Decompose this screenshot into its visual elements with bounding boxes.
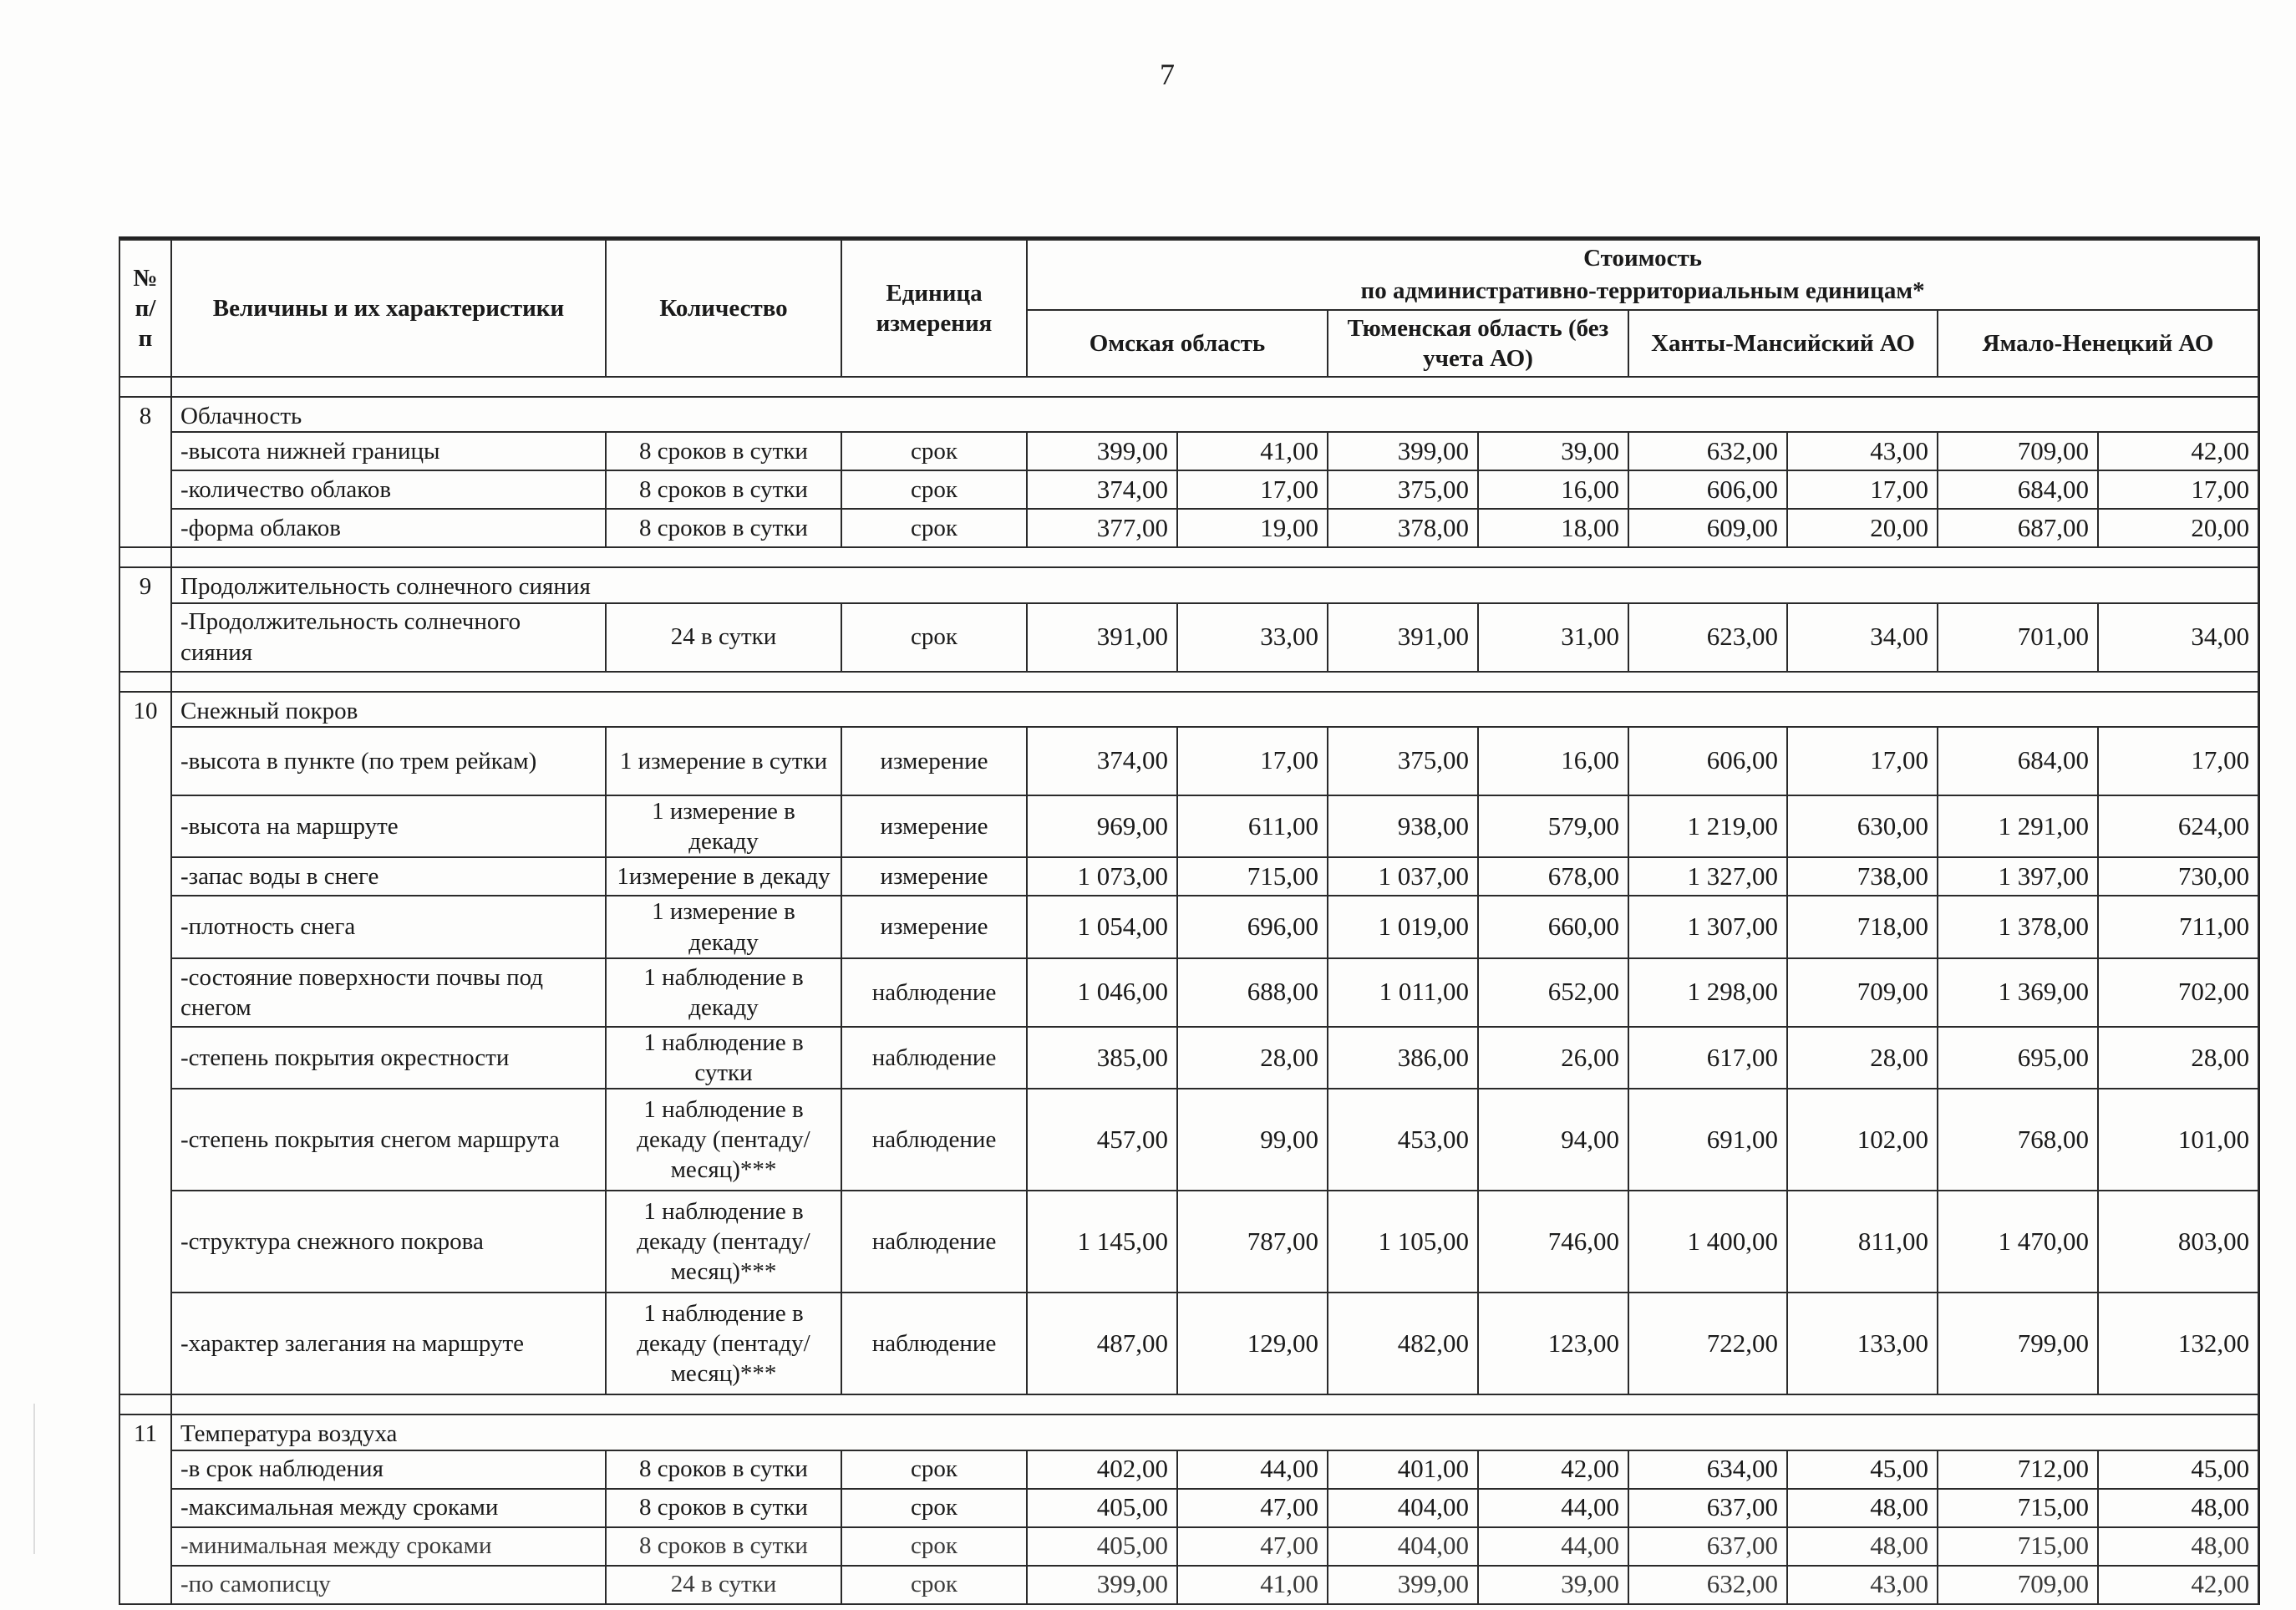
table-row — [119, 1527, 2258, 1566]
row-value: 48,00 — [2098, 1489, 2258, 1527]
row-value: 684,00 — [1938, 470, 2098, 509]
header-cost-subtitle: по административно-территориальным единицам* — [1360, 277, 1925, 304]
spacer-row — [119, 672, 2258, 692]
row-name: -в срок наблюдения — [171, 1450, 606, 1489]
row-value: 1 400,00 — [1628, 1191, 1787, 1293]
section-number: 8 — [119, 397, 171, 547]
spacer-row — [119, 1394, 2258, 1414]
row-value: 634,00 — [1628, 1450, 1787, 1489]
row-value: 1 046,00 — [1027, 958, 1177, 1027]
row-value: 938,00 — [1328, 795, 1478, 858]
row-value: 787,00 — [1177, 1191, 1328, 1293]
row-name: -состояние поверхности почвы под снегом — [171, 958, 606, 1027]
row-value: 391,00 — [1328, 603, 1478, 672]
header-unit: Единица измерения — [841, 240, 1027, 377]
row-value: 632,00 — [1628, 432, 1787, 470]
row-value: 1 298,00 — [1628, 958, 1787, 1027]
row-value: 709,00 — [1938, 1566, 2098, 1604]
row-value: 28,00 — [1177, 1027, 1328, 1089]
row-value: 688,00 — [1177, 958, 1328, 1027]
row-value: 660,00 — [1478, 896, 1628, 958]
row-value: 969,00 — [1027, 795, 1177, 858]
row-value: 48,00 — [1787, 1489, 1938, 1527]
table-row — [119, 1027, 2258, 1089]
row-value: 385,00 — [1027, 1027, 1177, 1089]
row-value: 386,00 — [1328, 1027, 1478, 1089]
row-name: -форма облаков — [171, 509, 606, 547]
row-value: 42,00 — [1478, 1450, 1628, 1489]
row-value: 718,00 — [1787, 896, 1938, 958]
row-quantity: 1 наблюдение в декаду (пентаду/месяц)*** — [606, 1191, 841, 1293]
row-value: 375,00 — [1328, 727, 1478, 795]
row-name: -высота нижней границы — [171, 432, 606, 470]
row-unit: измерение — [841, 795, 1027, 858]
row-value: 378,00 — [1328, 509, 1478, 547]
row-value: 47,00 — [1177, 1527, 1328, 1566]
row-value: 1 307,00 — [1628, 896, 1787, 958]
row-value: 803,00 — [2098, 1191, 2258, 1293]
row-value: 624,00 — [2098, 795, 2258, 858]
spacer-cell — [119, 547, 171, 567]
row-value: 39,00 — [1478, 1566, 1628, 1604]
row-value: 123,00 — [1478, 1293, 1628, 1394]
row-value: 730,00 — [2098, 857, 2258, 896]
row-unit: измерение — [841, 727, 1027, 795]
header-cost — [1027, 240, 2258, 310]
row-value: 45,00 — [1787, 1450, 1938, 1489]
row-value: 404,00 — [1328, 1489, 1478, 1527]
spacer-cell — [171, 672, 2258, 692]
row-value: 133,00 — [1787, 1293, 1938, 1394]
page-number: 7 — [1160, 58, 1175, 91]
row-quantity: 1 наблюдение в декаду (пентаду/месяц)*** — [606, 1089, 841, 1191]
row-value: 17,00 — [2098, 727, 2258, 795]
row-name: -по самописцу — [171, 1566, 606, 1604]
row-value: 711,00 — [2098, 896, 2258, 958]
row-value: 702,00 — [2098, 958, 2258, 1027]
row-value: 811,00 — [1787, 1191, 1938, 1293]
spacer-row — [119, 377, 2258, 397]
row-value: 16,00 — [1478, 727, 1628, 795]
row-value: 44,00 — [1478, 1527, 1628, 1566]
row-value: 453,00 — [1328, 1089, 1478, 1191]
row-value: 132,00 — [2098, 1293, 2258, 1394]
row-value: 44,00 — [1478, 1489, 1628, 1527]
row-value: 399,00 — [1328, 432, 1478, 470]
row-unit: измерение — [841, 896, 1027, 958]
row-value: 399,00 — [1328, 1566, 1478, 1604]
row-value: 617,00 — [1628, 1027, 1787, 1089]
row-value: 482,00 — [1328, 1293, 1478, 1394]
row-value: 691,00 — [1628, 1089, 1787, 1191]
row-value: 1 037,00 — [1328, 857, 1478, 896]
table-row — [119, 509, 2258, 547]
row-name: -высота в пункте (по трем рейкам) — [171, 727, 606, 795]
table-body — [119, 377, 2258, 1604]
table-row — [119, 1450, 2258, 1489]
row-value: 1 019,00 — [1328, 896, 1478, 958]
row-name: -степень покрытия снегом маршрута — [171, 1089, 606, 1191]
section-title: Снежный покров — [171, 692, 2258, 727]
row-value: 715,00 — [1938, 1527, 2098, 1566]
row-name: -высота на маршруте — [171, 795, 606, 858]
row-value: 1 470,00 — [1938, 1191, 2098, 1293]
row-value: 47,00 — [1177, 1489, 1328, 1527]
row-unit: наблюдение — [841, 1293, 1027, 1394]
row-unit: наблюдение — [841, 1089, 1027, 1191]
row-unit: срок — [841, 1489, 1027, 1527]
row-value: 33,00 — [1177, 603, 1328, 672]
row-unit: срок — [841, 603, 1027, 672]
row-value: 715,00 — [1177, 857, 1328, 896]
row-value: 1 378,00 — [1938, 896, 2098, 958]
header-name: Величины и их характеристики — [171, 240, 606, 377]
table-row — [119, 1293, 2258, 1394]
spacer-cell — [119, 672, 171, 692]
row-unit: наблюдение — [841, 1027, 1027, 1089]
row-value: 1 054,00 — [1027, 896, 1177, 958]
spacer-cell — [119, 1394, 171, 1414]
row-name: -степень покрытия окрестности — [171, 1027, 606, 1089]
row-value: 1 073,00 — [1027, 857, 1177, 896]
row-unit: измерение — [841, 857, 1027, 896]
row-value: 101,00 — [2098, 1089, 2258, 1191]
row-value: 18,00 — [1478, 509, 1628, 547]
header-region-tyumen: Тюменская область (без учета АО) — [1328, 310, 1628, 377]
row-value: 712,00 — [1938, 1450, 2098, 1489]
row-unit: срок — [841, 1527, 1027, 1566]
section-number: 10 — [119, 692, 171, 1395]
row-value: 405,00 — [1027, 1489, 1177, 1527]
header-region-yanao: Ямало-Ненецкий АО — [1938, 310, 2258, 377]
row-value: 630,00 — [1787, 795, 1938, 858]
row-quantity: 1 наблюдение в сутки — [606, 1027, 841, 1089]
row-quantity: 8 сроков в сутки — [606, 1450, 841, 1489]
row-value: 48,00 — [1787, 1527, 1938, 1566]
row-name: -максимальная между сроками — [171, 1489, 606, 1527]
row-value: 19,00 — [1177, 509, 1328, 547]
row-value: 487,00 — [1027, 1293, 1177, 1394]
table-row — [119, 1566, 2258, 1604]
table-row — [119, 795, 2258, 858]
header-region-khmao: Ханты-Мансийский АО — [1628, 310, 1938, 377]
section-title: Продолжительность солнечного сияния — [171, 567, 2258, 602]
row-value: 17,00 — [2098, 470, 2258, 509]
row-quantity: 1 наблюдение в декаду (пентаду/месяц)*** — [606, 1293, 841, 1394]
row-value: 16,00 — [1478, 470, 1628, 509]
row-name: -Продолжительность солнечного сияния — [171, 603, 606, 672]
row-name: -количество облаков — [171, 470, 606, 509]
row-value: 41,00 — [1177, 1566, 1328, 1604]
row-unit: срок — [841, 509, 1027, 547]
row-value: 399,00 — [1027, 1566, 1177, 1604]
row-name: -плотность снега — [171, 896, 606, 958]
row-quantity: 24 в сутки — [606, 603, 841, 672]
row-quantity: 1 наблюдение в декаду — [606, 958, 841, 1027]
table-row — [119, 727, 2258, 795]
cost-table-wrapper — [119, 236, 2260, 1605]
row-value: 1 369,00 — [1938, 958, 2098, 1027]
row-value: 391,00 — [1027, 603, 1177, 672]
spacer-cell — [171, 1394, 2258, 1414]
table-row — [119, 432, 2258, 470]
row-value: 401,00 — [1328, 1450, 1478, 1489]
spacer-row — [119, 547, 2258, 567]
row-value: 611,00 — [1177, 795, 1328, 858]
table-row — [119, 603, 2258, 672]
row-value: 45,00 — [2098, 1450, 2258, 1489]
row-value: 606,00 — [1628, 470, 1787, 509]
row-quantity: 8 сроков в сутки — [606, 432, 841, 470]
row-value: 17,00 — [1177, 470, 1328, 509]
table-row — [119, 958, 2258, 1027]
row-value: 709,00 — [1787, 958, 1938, 1027]
row-value: 404,00 — [1328, 1527, 1478, 1566]
row-value: 684,00 — [1938, 727, 2098, 795]
row-value: 42,00 — [2098, 1566, 2258, 1604]
row-value: 1 011,00 — [1328, 958, 1478, 1027]
row-value: 20,00 — [1787, 509, 1938, 547]
row-value: 579,00 — [1478, 795, 1628, 858]
row-value: 1 219,00 — [1628, 795, 1787, 858]
row-value: 696,00 — [1177, 896, 1328, 958]
section-number: 11 — [119, 1414, 171, 1603]
row-value: 129,00 — [1177, 1293, 1328, 1394]
row-quantity: 24 в сутки — [606, 1566, 841, 1604]
row-value: 695,00 — [1938, 1027, 2098, 1089]
row-value: 20,00 — [2098, 509, 2258, 547]
row-value: 1 105,00 — [1328, 1191, 1478, 1293]
row-value: 94,00 — [1478, 1089, 1628, 1191]
row-value: 374,00 — [1027, 470, 1177, 509]
row-unit: наблюдение — [841, 958, 1027, 1027]
spacer-cell — [171, 377, 2258, 397]
scan-edge-mark — [33, 1404, 35, 1554]
row-quantity: 8 сроков в сутки — [606, 1527, 841, 1566]
row-quantity: 8 сроков в сутки — [606, 509, 841, 547]
table-row — [119, 1191, 2258, 1293]
row-value: 799,00 — [1938, 1293, 2098, 1394]
row-value: 26,00 — [1478, 1027, 1628, 1089]
section-row — [119, 567, 2258, 602]
row-unit: срок — [841, 470, 1027, 509]
spacer-cell — [171, 547, 2258, 567]
row-value: 34,00 — [2098, 603, 2258, 672]
row-value: 39,00 — [1478, 432, 1628, 470]
row-value: 632,00 — [1628, 1566, 1787, 1604]
row-value: 28,00 — [1787, 1027, 1938, 1089]
row-value: 1 291,00 — [1938, 795, 2098, 858]
row-value: 17,00 — [1787, 727, 1938, 795]
table-row — [119, 1089, 2258, 1191]
row-quantity: 8 сроков в сутки — [606, 470, 841, 509]
row-value: 637,00 — [1628, 1489, 1787, 1527]
row-value: 17,00 — [1177, 727, 1328, 795]
section-row — [119, 397, 2258, 432]
row-quantity: 8 сроков в сутки — [606, 1489, 841, 1527]
row-value: 623,00 — [1628, 603, 1787, 672]
row-value: 377,00 — [1027, 509, 1177, 547]
row-value: 652,00 — [1478, 958, 1628, 1027]
row-value: 375,00 — [1328, 470, 1478, 509]
header-region-omsk: Омская область — [1027, 310, 1328, 377]
row-value: 42,00 — [2098, 432, 2258, 470]
row-value: 44,00 — [1177, 1450, 1328, 1489]
row-value: 399,00 — [1027, 432, 1177, 470]
row-name: -минимальная между сроками — [171, 1527, 606, 1566]
row-quantity: 1 измерение в декаду — [606, 795, 841, 858]
row-quantity: 1 измерение в сутки — [606, 727, 841, 795]
row-value: 738,00 — [1787, 857, 1938, 896]
row-value: 102,00 — [1787, 1089, 1938, 1191]
table-row — [119, 896, 2258, 958]
section-title: Облачность — [171, 397, 2258, 432]
row-value: 48,00 — [2098, 1527, 2258, 1566]
row-value: 701,00 — [1938, 603, 2098, 672]
row-value: 405,00 — [1027, 1527, 1177, 1566]
row-value: 31,00 — [1478, 603, 1628, 672]
row-value: 1 327,00 — [1628, 857, 1787, 896]
row-value: 374,00 — [1027, 727, 1177, 795]
row-value: 768,00 — [1938, 1089, 2098, 1191]
row-value: 34,00 — [1787, 603, 1938, 672]
header-num: № п/п — [119, 240, 171, 377]
row-value: 99,00 — [1177, 1089, 1328, 1191]
table-row — [119, 1489, 2258, 1527]
row-unit: срок — [841, 432, 1027, 470]
row-value: 709,00 — [1938, 432, 2098, 470]
row-value: 28,00 — [2098, 1027, 2258, 1089]
header-quantity: Количество — [606, 240, 841, 377]
row-quantity: 1 измерение в декаду — [606, 896, 841, 958]
row-quantity: 1измерение в декаду — [606, 857, 841, 896]
row-value: 457,00 — [1027, 1089, 1177, 1191]
header-cost-title: Стоимость — [1583, 244, 1703, 272]
row-unit: наблюдение — [841, 1191, 1027, 1293]
row-value: 1 145,00 — [1027, 1191, 1177, 1293]
row-value: 715,00 — [1938, 1489, 2098, 1527]
row-value: 43,00 — [1787, 1566, 1938, 1604]
section-row — [119, 692, 2258, 727]
spacer-cell — [119, 377, 171, 397]
section-title: Температура воздуха — [171, 1414, 2258, 1450]
table-row — [119, 857, 2258, 896]
row-value: 41,00 — [1177, 432, 1328, 470]
row-name: -запас воды в снеге — [171, 857, 606, 896]
table-row — [119, 470, 2258, 509]
row-value: 43,00 — [1787, 432, 1938, 470]
row-value: 637,00 — [1628, 1527, 1787, 1566]
row-value: 722,00 — [1628, 1293, 1787, 1394]
row-value: 678,00 — [1478, 857, 1628, 896]
row-name: -характер залегания на маршруте — [171, 1293, 606, 1394]
row-value: 17,00 — [1787, 470, 1938, 509]
row-value: 687,00 — [1938, 509, 2098, 547]
section-row — [119, 1414, 2258, 1450]
row-name: -структура снежного покрова — [171, 1191, 606, 1293]
row-unit: срок — [841, 1450, 1027, 1489]
row-value: 1 397,00 — [1938, 857, 2098, 896]
row-unit: срок — [841, 1566, 1027, 1604]
section-number: 9 — [119, 567, 171, 671]
cost-table — [119, 239, 2259, 1605]
row-value: 606,00 — [1628, 727, 1787, 795]
row-value: 746,00 — [1478, 1191, 1628, 1293]
row-value: 609,00 — [1628, 509, 1787, 547]
row-value: 402,00 — [1027, 1450, 1177, 1489]
